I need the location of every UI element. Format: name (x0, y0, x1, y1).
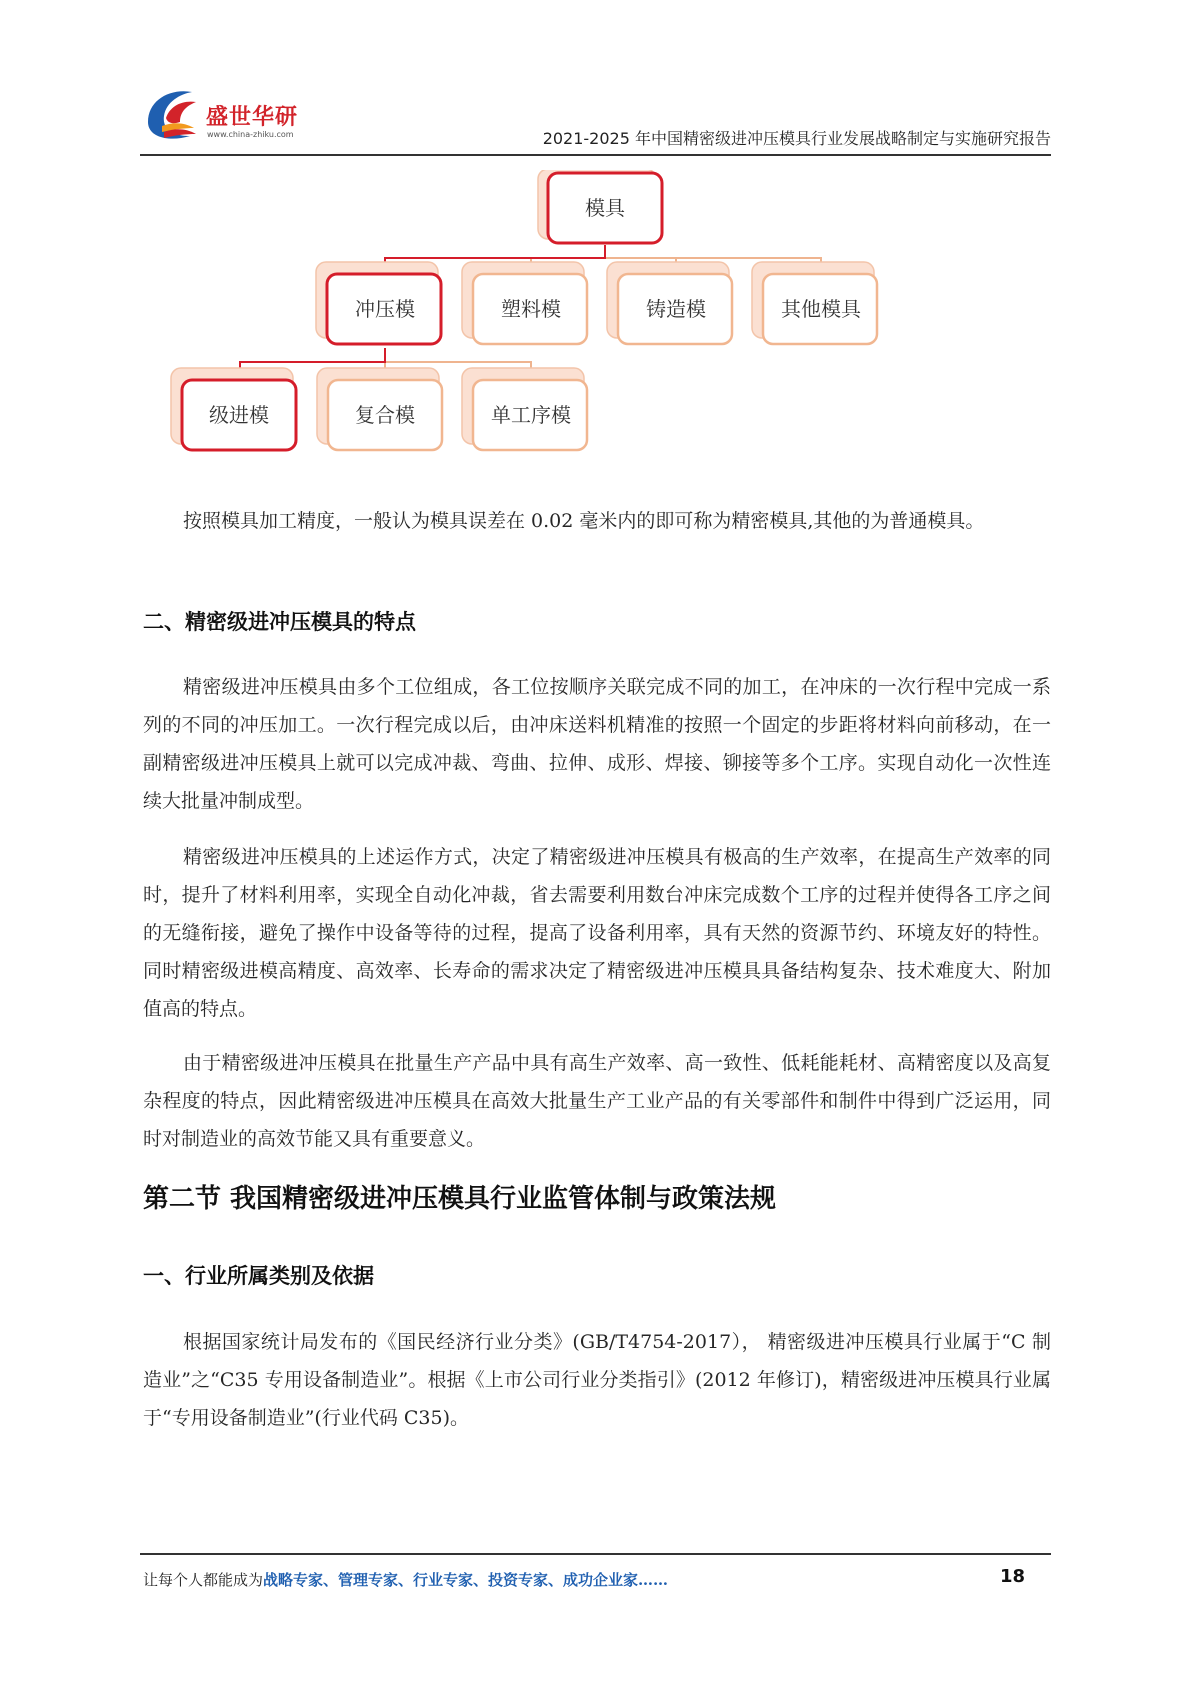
node-plastic-label: 塑料模 (501, 297, 561, 321)
footer-slogan-prefix: 让每个人都能成为 (143, 1571, 264, 1589)
node-other-label: 其他模具 (781, 297, 861, 321)
node-casting-label: 铸造模 (646, 297, 706, 321)
report-title: 2021-2025 年中国精密级进冲压模具行业发展战略制定与实施研究报告 (542, 129, 1051, 148)
paragraph-classification: 根据国家统计局发布的《国民经济行业分类》(GB/T4754-2017）， 精密级进冲压模具行业属于“C 制造业”之“C35 专用设备制造业”。根据《上市公司行业分类指引》(2012 年修订)，精密级进冲压模具行业属于“专用设备制造业”(行业代码 C35)。 (143, 1331, 1051, 1429)
mold-classification-diagram (140, 170, 1051, 500)
chapter-heading: 第二节 我国精密级进冲压模具行业监管体制与政策法规 (143, 1184, 777, 1214)
page-number: 18 (1000, 1566, 1026, 1587)
section-heading-features: 二、精密级进冲压模具的特点 (143, 610, 416, 634)
footer-slogan (143, 1569, 668, 1590)
paragraph-composition: 精密级进冲压模具由多个工位组成，各工位按顺序关联完成不同的加工，在冲床的一次行程中完成一系列的不同的冲压加工。一次行程完成以后，由冲床送料机精准的按照一个固定的步距将材料向前移动，在一副精密级进冲压模具上就可以完成冲裁、弯曲、拉伸、成形、焊接、铆接等多个工序。实现自动化一次性连续大批量冲制成型。 (143, 676, 1051, 812)
paragraph-efficiency: 精密级进冲压模具的上述运作方式，决定了精密级进冲压模具有极高的生产效率，在提高生产效率的同时，提升了材料利用率，实现全自动化冲裁，省去需要利用数台冲床完成数个工序的过程并使得各工序之间的无缝衔接，避免了操作中设备等待的过程，提高了设备利用率，具有天然的资源节约、环境友好的特性。同时精密级进模高精度、高效率、长寿命的需求决定了精密级进冲压模具具备结构复杂、技术难度大、附加值高的特点。 (143, 846, 1051, 1020)
paragraph-precision: 按照模具加工精度，一般认为模具误差在 0.02 毫米内的即可称为精密模具,其他的为普通模具。 (183, 510, 985, 532)
node-root-label: 模具 (585, 196, 625, 220)
node-progressive-label: 级进模 (209, 403, 269, 427)
section-heading-category: 一、行业所属类别及依据 (143, 1264, 374, 1288)
footer-slogan-highlight: 战略专家、管理专家、行业专家、投资专家、成功企业家…… (263, 1571, 669, 1589)
node-single-process-label: 单工序模 (491, 403, 571, 427)
node-stamping-label: 冲压模 (355, 297, 415, 321)
node-compound-label: 复合模 (355, 403, 415, 427)
header-divider (140, 154, 1051, 156)
paragraph-significance: 由于精密级进冲压模具在批量生产产品中具有高生产效率、高一致性、低耗能耗材、高精密度以及高复杂程度的特点，因此精密级进冲压模具在高效大批量生产工业产品的有关零部件和制件中得到广泛运用，同时对制造业的高效节能又具有重要意义。 (143, 1052, 1051, 1150)
brand-url: www.china-zhiku.com (207, 130, 294, 139)
brand-name: 盛世华研 (206, 105, 299, 130)
footer-divider (140, 1553, 1051, 1555)
